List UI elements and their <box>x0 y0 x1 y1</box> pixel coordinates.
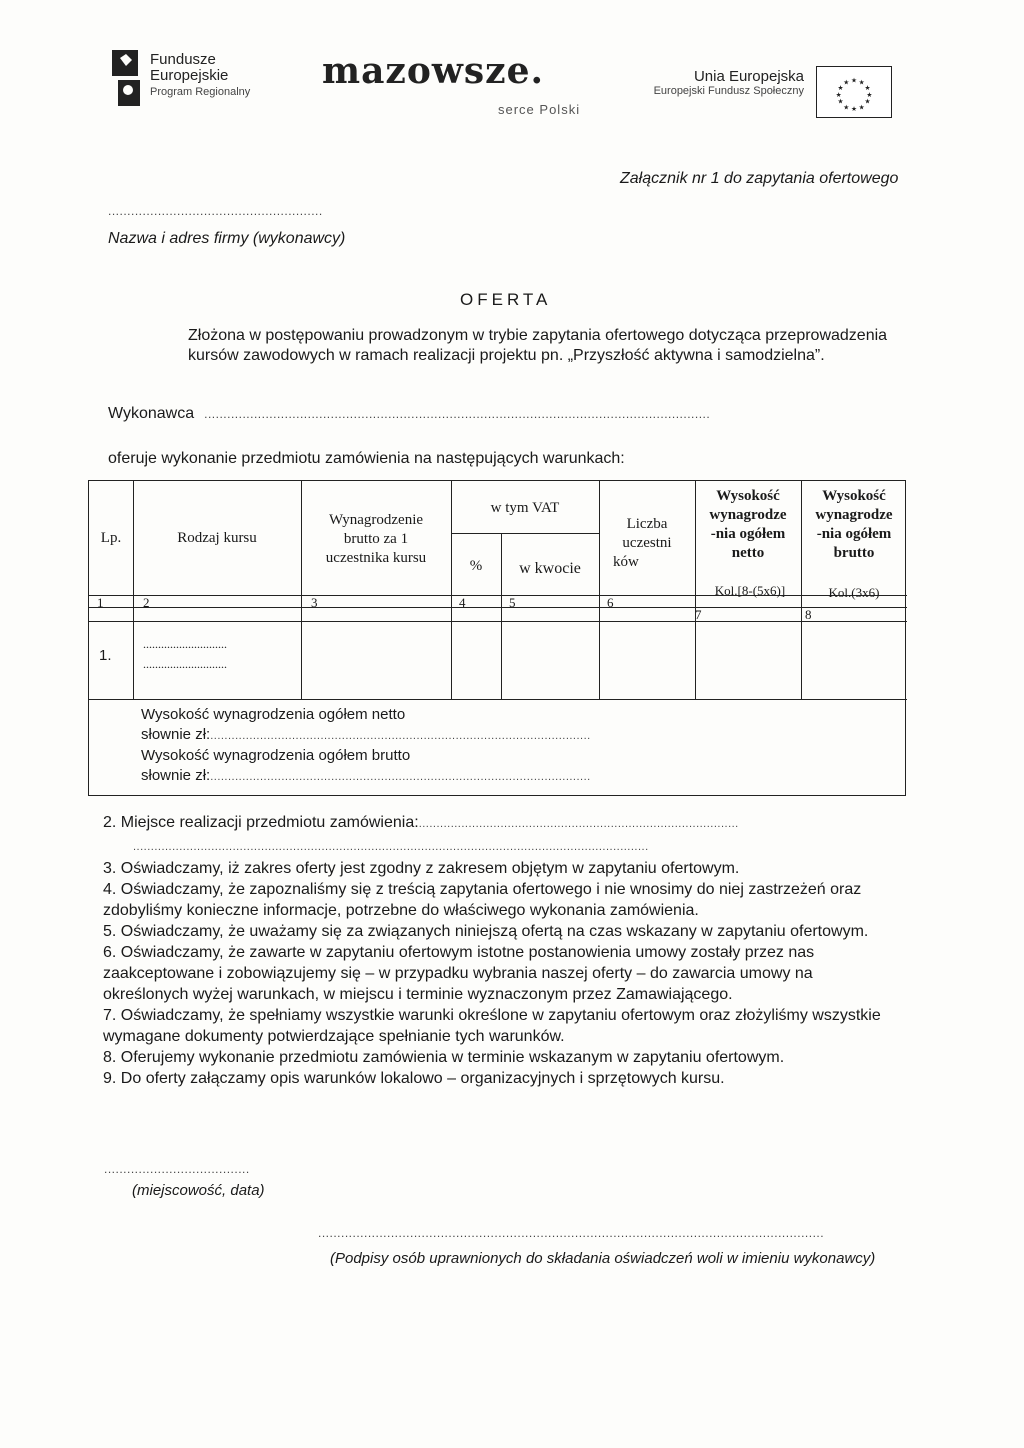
col-number: 5 <box>509 595 516 610</box>
header-total-net: Wysokość wynagrodze -nia ogółem netto <box>709 488 787 561</box>
statement-3: 3. Oświadczamy, iż zakres oferty jest zgodny z zakresem objętym w zapytaniu ofertowym. <box>103 860 740 877</box>
statement-7: 7. Oświadczamy, że spełniamy wszystkie warunki określone w zapytaniu ofertowym oraz złożyliśmy wszystkie wymagane dokumenty potwierdzające spełnianie tych warunków. <box>103 1007 881 1045</box>
mazowsze-wordmark: mazowsze. <box>322 50 545 92</box>
page-title: OFERTA <box>460 290 552 309</box>
mazowsze-tagline: serce Polski <box>498 102 581 117</box>
statement-2: 2. Miejsce realizacji przedmiotu zamówienia:.......................................................................................... <box>103 814 739 831</box>
col-number: 6 <box>607 595 614 610</box>
header-total-gross: Wysokość wynagrodze -nia ogółem brutto <box>815 488 893 561</box>
header-vat: w tym VAT <box>490 500 560 516</box>
annex-title: Załącznik nr 1 do zapytania ofertowego <box>620 170 899 187</box>
header-vat-percent: % <box>469 558 483 574</box>
signature-field: .................................................................................................................................... <box>318 1226 825 1240</box>
eu-flag-icon <box>816 66 892 118</box>
course-kind-field-1: ............................ <box>143 637 227 651</box>
col-number: 4 <box>459 595 466 610</box>
place-date-label: (miejscowość, data) <box>132 1182 265 1199</box>
statement-2-continuation: ................................................................................................................................................. <box>133 841 649 853</box>
contractor-line <box>108 405 710 423</box>
formula-net: Kol.[8-(5x6)] <box>714 583 786 598</box>
header-vat-amount: w kwocie <box>519 560 581 577</box>
statement-4: 4. Oświadczamy, że zapoznaliśmy się z treścią zapytania ofertowego i nie wnosimy do niej zastrzeżeń oraz zdobyliśmy konieczne informacje, potrzebne do właściwego wykonania zamówienia. <box>103 881 862 919</box>
svg-text:★: ★ <box>850 105 858 114</box>
table-summary <box>141 705 591 787</box>
header-course-kind: Rodzaj kursu <box>177 530 257 546</box>
firm-name-field: ........................................................ <box>108 204 323 218</box>
svg-text:★: ★ <box>837 84 844 93</box>
fe-line1: Fundusze <box>150 51 216 68</box>
place-date-field: ...................................... <box>104 1162 250 1176</box>
svg-text:★: ★ <box>858 103 865 112</box>
contractor-field: .................................................................................................................................... <box>204 407 711 421</box>
svg-text:★: ★ <box>858 78 865 87</box>
ue-title: Unia Europejska <box>693 68 804 85</box>
unia-europejska-logo <box>634 68 804 108</box>
statement-8: 8. Oferujemy wykonanie przedmiotu zamówienia w terminie wskazanym w zapytaniu ofertowym. <box>103 1049 785 1066</box>
formula-gross: Kol.(3x6) <box>828 585 880 600</box>
fundusze-europejskie-icon <box>110 50 146 108</box>
svg-text:★: ★ <box>835 90 842 99</box>
fundusze-europejskie-logo <box>110 50 300 110</box>
intro-paragraph: Złożona w postępowaniu prowadzonym w trybie zapytania ofertowego dotycząca przeprowadzenia kursów zawodowych w ramach realizacji projektu pn. „Przyszłość aktywna i samodzielna”. <box>188 327 888 364</box>
col-number: 2 <box>143 595 150 610</box>
header-lp: Lp. <box>100 530 122 546</box>
offer-text: oferuje wykonanie przedmiotu zamówienia na następujących warunkach: <box>108 450 625 467</box>
col-number: 1 <box>97 595 104 610</box>
sum-net-label: Wysokość wynagrodzenia ogółem netto <box>141 706 406 723</box>
sum-gross-label: Wysokość wynagrodzenia ogółem brutto <box>141 747 411 764</box>
fe-line3: Program Regionalny <box>150 86 251 98</box>
statements-list <box>103 812 893 1089</box>
statement-5: 5. Oświadczamy, że uważamy się za związanych niniejszą ofertą na czas wskazany w zapytaniu ofertowym. <box>103 923 869 940</box>
contractor-label: Wykonawca <box>108 405 195 422</box>
col-number: 7 <box>695 607 702 622</box>
col-number: 8 <box>805 607 812 622</box>
sum-gross-words: słownie zł: <box>141 767 211 784</box>
course-kind-field-2: ............................ <box>143 657 227 671</box>
ue-subtitle: Europejski Fundusz Społeczny <box>653 85 804 97</box>
row-lp: 1. <box>99 647 112 664</box>
sum-net-field: ........................................................................................................... <box>210 730 591 742</box>
svg-text:★: ★ <box>864 97 871 106</box>
svg-text:★: ★ <box>843 103 850 112</box>
svg-text:★: ★ <box>864 84 871 93</box>
svg-text:★: ★ <box>866 90 873 99</box>
col-number: 3 <box>311 595 318 610</box>
firm-name-label: Nazwa i adres firmy (wykonawcy) <box>108 230 346 247</box>
offer-table <box>88 480 906 796</box>
svg-text:★: ★ <box>843 78 850 87</box>
svg-text:★: ★ <box>837 97 844 106</box>
statement-6: 6. Oświadczamy, że zawarte w zapytaniu ofertowym istotne postanowienia umowy zostały przez nas zaakceptowane i zobowiązujemy się – w przypadku wybrania naszej oferty – do zawarcia umowy na określonych wyżej warunkach, w miejscu i terminie wyznaczonym przez Zamawiającego. <box>103 944 815 1003</box>
sum-net-words: słownie zł: <box>141 726 211 743</box>
mazowsze-logo <box>322 50 582 120</box>
fe-line2: Europejskie <box>150 67 229 84</box>
header-participant-count: Liczba uczestni ków <box>613 516 672 570</box>
signature-label: (Podpisy osób uprawnionych do składania oświadczeń woli w imieniu wykonawcy) <box>330 1250 876 1267</box>
sum-gross-field: ........................................................................................................... <box>210 771 591 783</box>
svg-text:★: ★ <box>850 76 858 85</box>
header-gross-per-participant: Wynagrodzenie brutto za 1 uczestnika kursu <box>325 512 427 566</box>
statement-9: 9. Do oferty załączamy opis warunków lokalowo – organizacyjnych i sprzętowych kursu. <box>103 1070 725 1087</box>
